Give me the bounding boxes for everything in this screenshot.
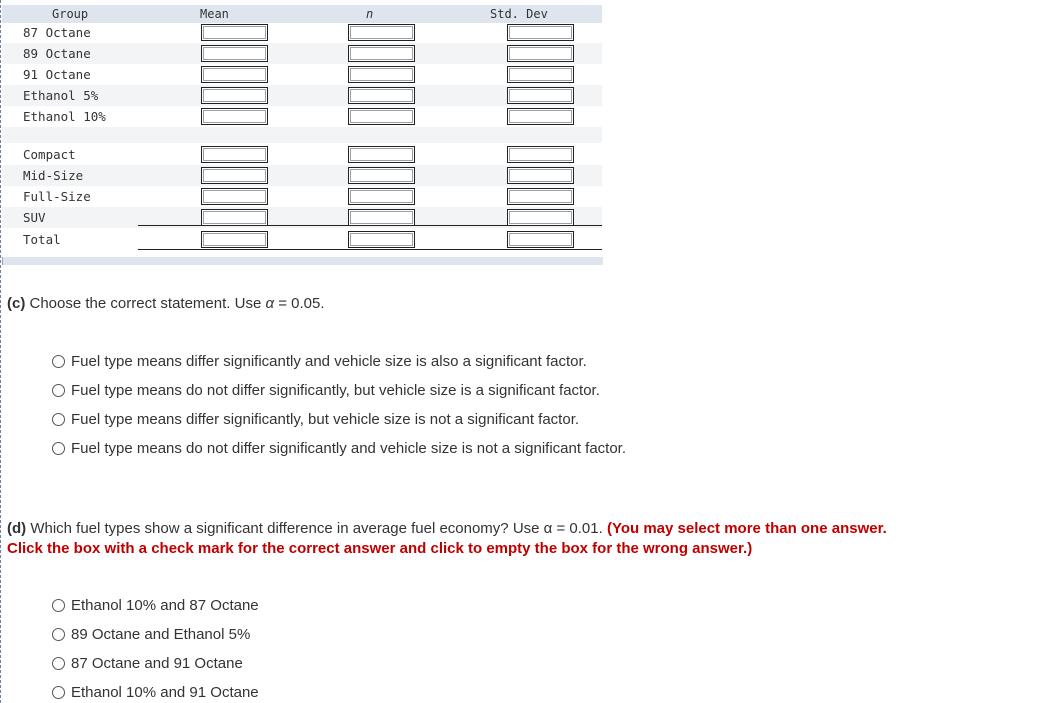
row-label: Ethanol 5% <box>23 88 99 103</box>
mean-input[interactable] <box>201 66 268 83</box>
radio-button[interactable] <box>52 442 65 455</box>
total-rule-top <box>138 225 602 226</box>
mean-input[interactable] <box>201 24 268 41</box>
part-c-label: (c) <box>7 295 26 312</box>
table-row-fuel-1 <box>2 22 602 43</box>
std-dev-input[interactable] <box>507 45 574 62</box>
part-c-option-3[interactable] <box>52 411 579 428</box>
table-row-size-3 <box>2 186 602 207</box>
option-label: Fuel type means do not differ significantly, but vehicle size is a significant factor. <box>71 382 600 399</box>
row-label: 91 Octane <box>23 67 91 82</box>
part-d-option-1[interactable] <box>52 597 259 614</box>
part-d-question <box>7 519 887 559</box>
option-label: 87 Octane and 91 Octane <box>71 655 243 672</box>
option-label: 89 Octane and Ethanol 5% <box>71 626 251 643</box>
option-label: Fuel type means differ significantly, but vehicle size is not a significant factor. <box>71 411 580 428</box>
part-d-option-2[interactable] <box>52 626 250 643</box>
part-c-option-1[interactable] <box>52 353 587 370</box>
mean-input[interactable] <box>201 209 268 226</box>
n-input[interactable] <box>348 167 415 184</box>
table-header <box>2 5 602 23</box>
radio-button[interactable] <box>52 384 65 397</box>
std-dev-input[interactable] <box>507 87 574 104</box>
n-input[interactable] <box>348 24 415 41</box>
n-input[interactable] <box>348 87 415 104</box>
part-c-question <box>7 295 325 312</box>
radio-button[interactable] <box>52 657 65 670</box>
row-label: 87 Octane <box>23 25 91 40</box>
std-dev-input[interactable] <box>507 167 574 184</box>
part-c-option-2[interactable] <box>52 382 600 399</box>
row-label: SUV <box>23 210 46 225</box>
table-row-size-1 <box>2 144 602 165</box>
total-n-input[interactable] <box>348 231 415 248</box>
total-std-dev-input[interactable] <box>507 231 574 248</box>
table-row-size-2 <box>2 165 602 186</box>
radio-button[interactable] <box>52 355 65 368</box>
row-label: Compact <box>23 147 76 162</box>
mean-input[interactable] <box>201 108 268 125</box>
row-label: Mid-Size <box>23 168 84 183</box>
radio-button[interactable] <box>52 413 65 426</box>
std-dev-input[interactable] <box>507 209 574 226</box>
part-d-instruction-2: Click the box with a check mark for the correct answer and click to empty the box for the wrong answer.) <box>7 540 753 557</box>
mean-input[interactable] <box>201 45 268 62</box>
part-d-label: (d) <box>7 520 27 537</box>
part-c-prompt: Choose the correct statement. Use <box>25 295 266 312</box>
alpha-symbol: α <box>265 295 275 312</box>
option-label: Ethanol 10% and 87 Octane <box>71 597 259 614</box>
option-label: Fuel type means differ significantly and vehicle size is also a significant factor. <box>71 353 587 370</box>
left-border <box>0 0 1 703</box>
header-std-dev: Std. Dev <box>490 7 548 21</box>
n-input[interactable] <box>348 108 415 125</box>
row-label: 89 Octane <box>23 46 91 61</box>
table-row-total <box>2 229 602 251</box>
option-label: Ethanol 10% and 91 Octane <box>71 684 259 701</box>
part-d-option-4[interactable] <box>52 684 259 701</box>
table-row-fuel-3 <box>2 64 602 85</box>
n-input[interactable] <box>348 66 415 83</box>
std-dev-input[interactable] <box>507 24 574 41</box>
std-dev-input[interactable] <box>507 108 574 125</box>
row-label: Ethanol 10% <box>23 109 106 124</box>
mean-input[interactable] <box>201 146 268 163</box>
mean-input[interactable] <box>201 188 268 205</box>
row-label: Full-Size <box>23 189 91 204</box>
table-row-fuel-2 <box>2 43 602 64</box>
std-dev-input[interactable] <box>507 188 574 205</box>
header-mean: Mean <box>200 7 229 21</box>
radio-button[interactable] <box>52 686 65 699</box>
total-rule-bottom <box>138 249 602 250</box>
option-label: Fuel type means do not differ significantly and vehicle size is not a significant factor. <box>71 440 627 457</box>
header-n: n <box>366 7 374 21</box>
std-dev-input[interactable] <box>507 66 574 83</box>
n-input[interactable] <box>348 45 415 62</box>
total-label: Total <box>23 232 61 247</box>
table-row-fuel-5 <box>2 106 602 127</box>
part-d-instruction-1: (You may select more than one answer. <box>606 520 887 537</box>
radio-button[interactable] <box>52 628 65 641</box>
std-dev-input[interactable] <box>507 146 574 163</box>
part-d-option-3[interactable] <box>52 655 243 672</box>
part-c-alpha-value: = 0.05. <box>274 295 325 312</box>
radio-button[interactable] <box>52 599 65 612</box>
part-c-option-4[interactable] <box>52 440 626 457</box>
mean-input[interactable] <box>201 87 268 104</box>
mean-input[interactable] <box>201 167 268 184</box>
table-scrollbar[interactable] <box>2 257 603 265</box>
n-input[interactable] <box>348 209 415 226</box>
table-row-fuel-4 <box>2 85 602 106</box>
total-mean-input[interactable] <box>201 231 268 248</box>
n-input[interactable] <box>348 188 415 205</box>
header-group: Group <box>52 7 89 21</box>
part-d-prompt: Which fuel types show a significant difference in average fuel economy? Use α = 0.01. <box>26 520 607 537</box>
table-spacer-row <box>2 127 602 143</box>
n-input[interactable] <box>348 146 415 163</box>
